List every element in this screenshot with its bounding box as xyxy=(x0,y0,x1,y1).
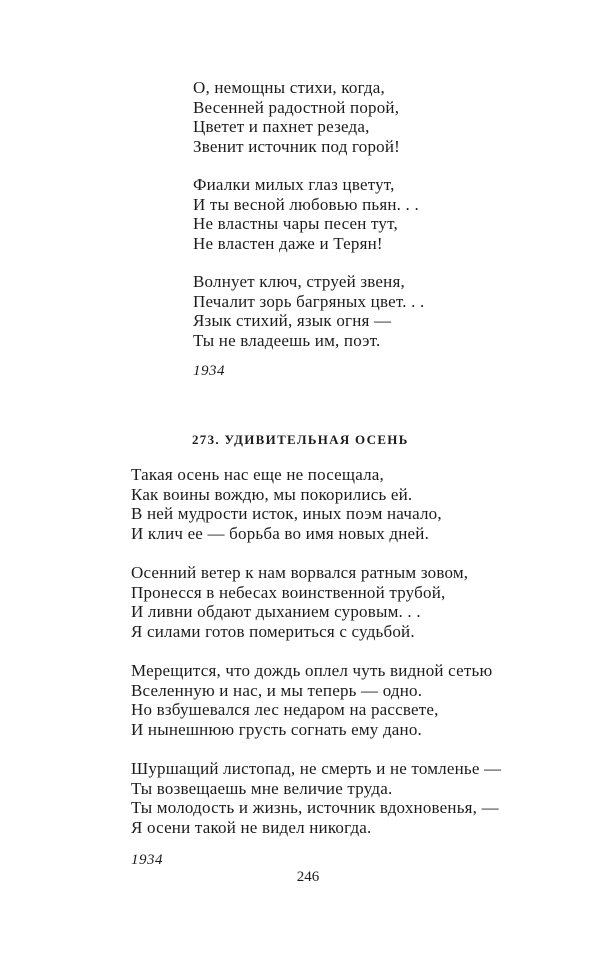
poem-line: Язык стихий, язык огня — xyxy=(193,311,392,330)
poem-line: Вселенную и нас, и мы теперь — одно. xyxy=(131,680,423,700)
poem-line: Пронесся в небесах воинственной трубой, xyxy=(131,582,446,602)
poem-line: И ты весной любовью пьян. . . xyxy=(193,194,419,214)
poem-line: Но взбушевался лес недаром на рассвете, xyxy=(131,700,439,719)
poem-line: Я силами готов помериться с судьбой. xyxy=(131,621,415,641)
poem-date: 1934 xyxy=(131,852,163,868)
poem-date: 1934 xyxy=(193,363,225,379)
poem-line: Я осени такой не видел никогда. xyxy=(131,817,372,837)
poem-line: Мерещится, что дождь оплел чуть видной сетью xyxy=(131,661,493,680)
poem-title: 273. УДИВИТЕЛЬНАЯ ОСЕНЬ xyxy=(192,432,409,447)
stanza xyxy=(131,563,501,641)
poem-line: И клич ее — борьба во имя новых дней. xyxy=(131,523,430,543)
poem-line: Фиалки милых глаз цветут, xyxy=(193,175,395,194)
stanza xyxy=(131,465,501,543)
poem-line: О, немощны стихи, когда, xyxy=(193,78,385,97)
poem-line: Шуршащий листопад, не смерть и не томленье — xyxy=(131,759,502,778)
poem-line: Весенней радостной порой, xyxy=(193,97,400,117)
poem-line: Ты молодость и жизнь, источник вдохновенья, — xyxy=(131,798,499,817)
poem-1 xyxy=(193,78,424,382)
poem-line: Цветет и пахнет резеда, xyxy=(193,117,370,136)
stanza xyxy=(193,78,424,156)
stanza xyxy=(193,272,424,350)
poem-line: Такая осень нас еще не посещала, xyxy=(131,465,384,484)
poem-line: Не властен даже и Терян! xyxy=(193,233,383,253)
poem-line: Ты не владеешь им, поэт. xyxy=(193,330,381,350)
poem-line: Осенний ветер к нам ворвался ратным зовом, xyxy=(131,563,469,582)
poem-2 xyxy=(131,465,501,871)
poem-line: Ты возвещаешь мне величие труда. xyxy=(131,778,393,798)
stanza xyxy=(193,175,424,253)
stanza xyxy=(131,759,501,837)
poem-line: Волнует ключ, струей звеня, xyxy=(193,272,405,291)
poem-line: В ней мудрости исток, иных поэм начало, xyxy=(131,504,442,523)
poem-line: Не властны чары песен тут, xyxy=(193,214,398,233)
stanza xyxy=(131,661,501,739)
poem-line: И нынешнюю грусть согнать ему дано. xyxy=(131,719,423,739)
poem-line: Как воины вождю, мы покорились ей. xyxy=(131,484,413,504)
poem-line: Звенит источник под горой! xyxy=(193,136,401,156)
poem-line: И ливни обдают дыханием суровым. . . xyxy=(131,602,421,621)
page-number: 246 xyxy=(296,869,320,885)
poem-line: Печалит зорь багряных цвет. . . xyxy=(193,291,425,311)
